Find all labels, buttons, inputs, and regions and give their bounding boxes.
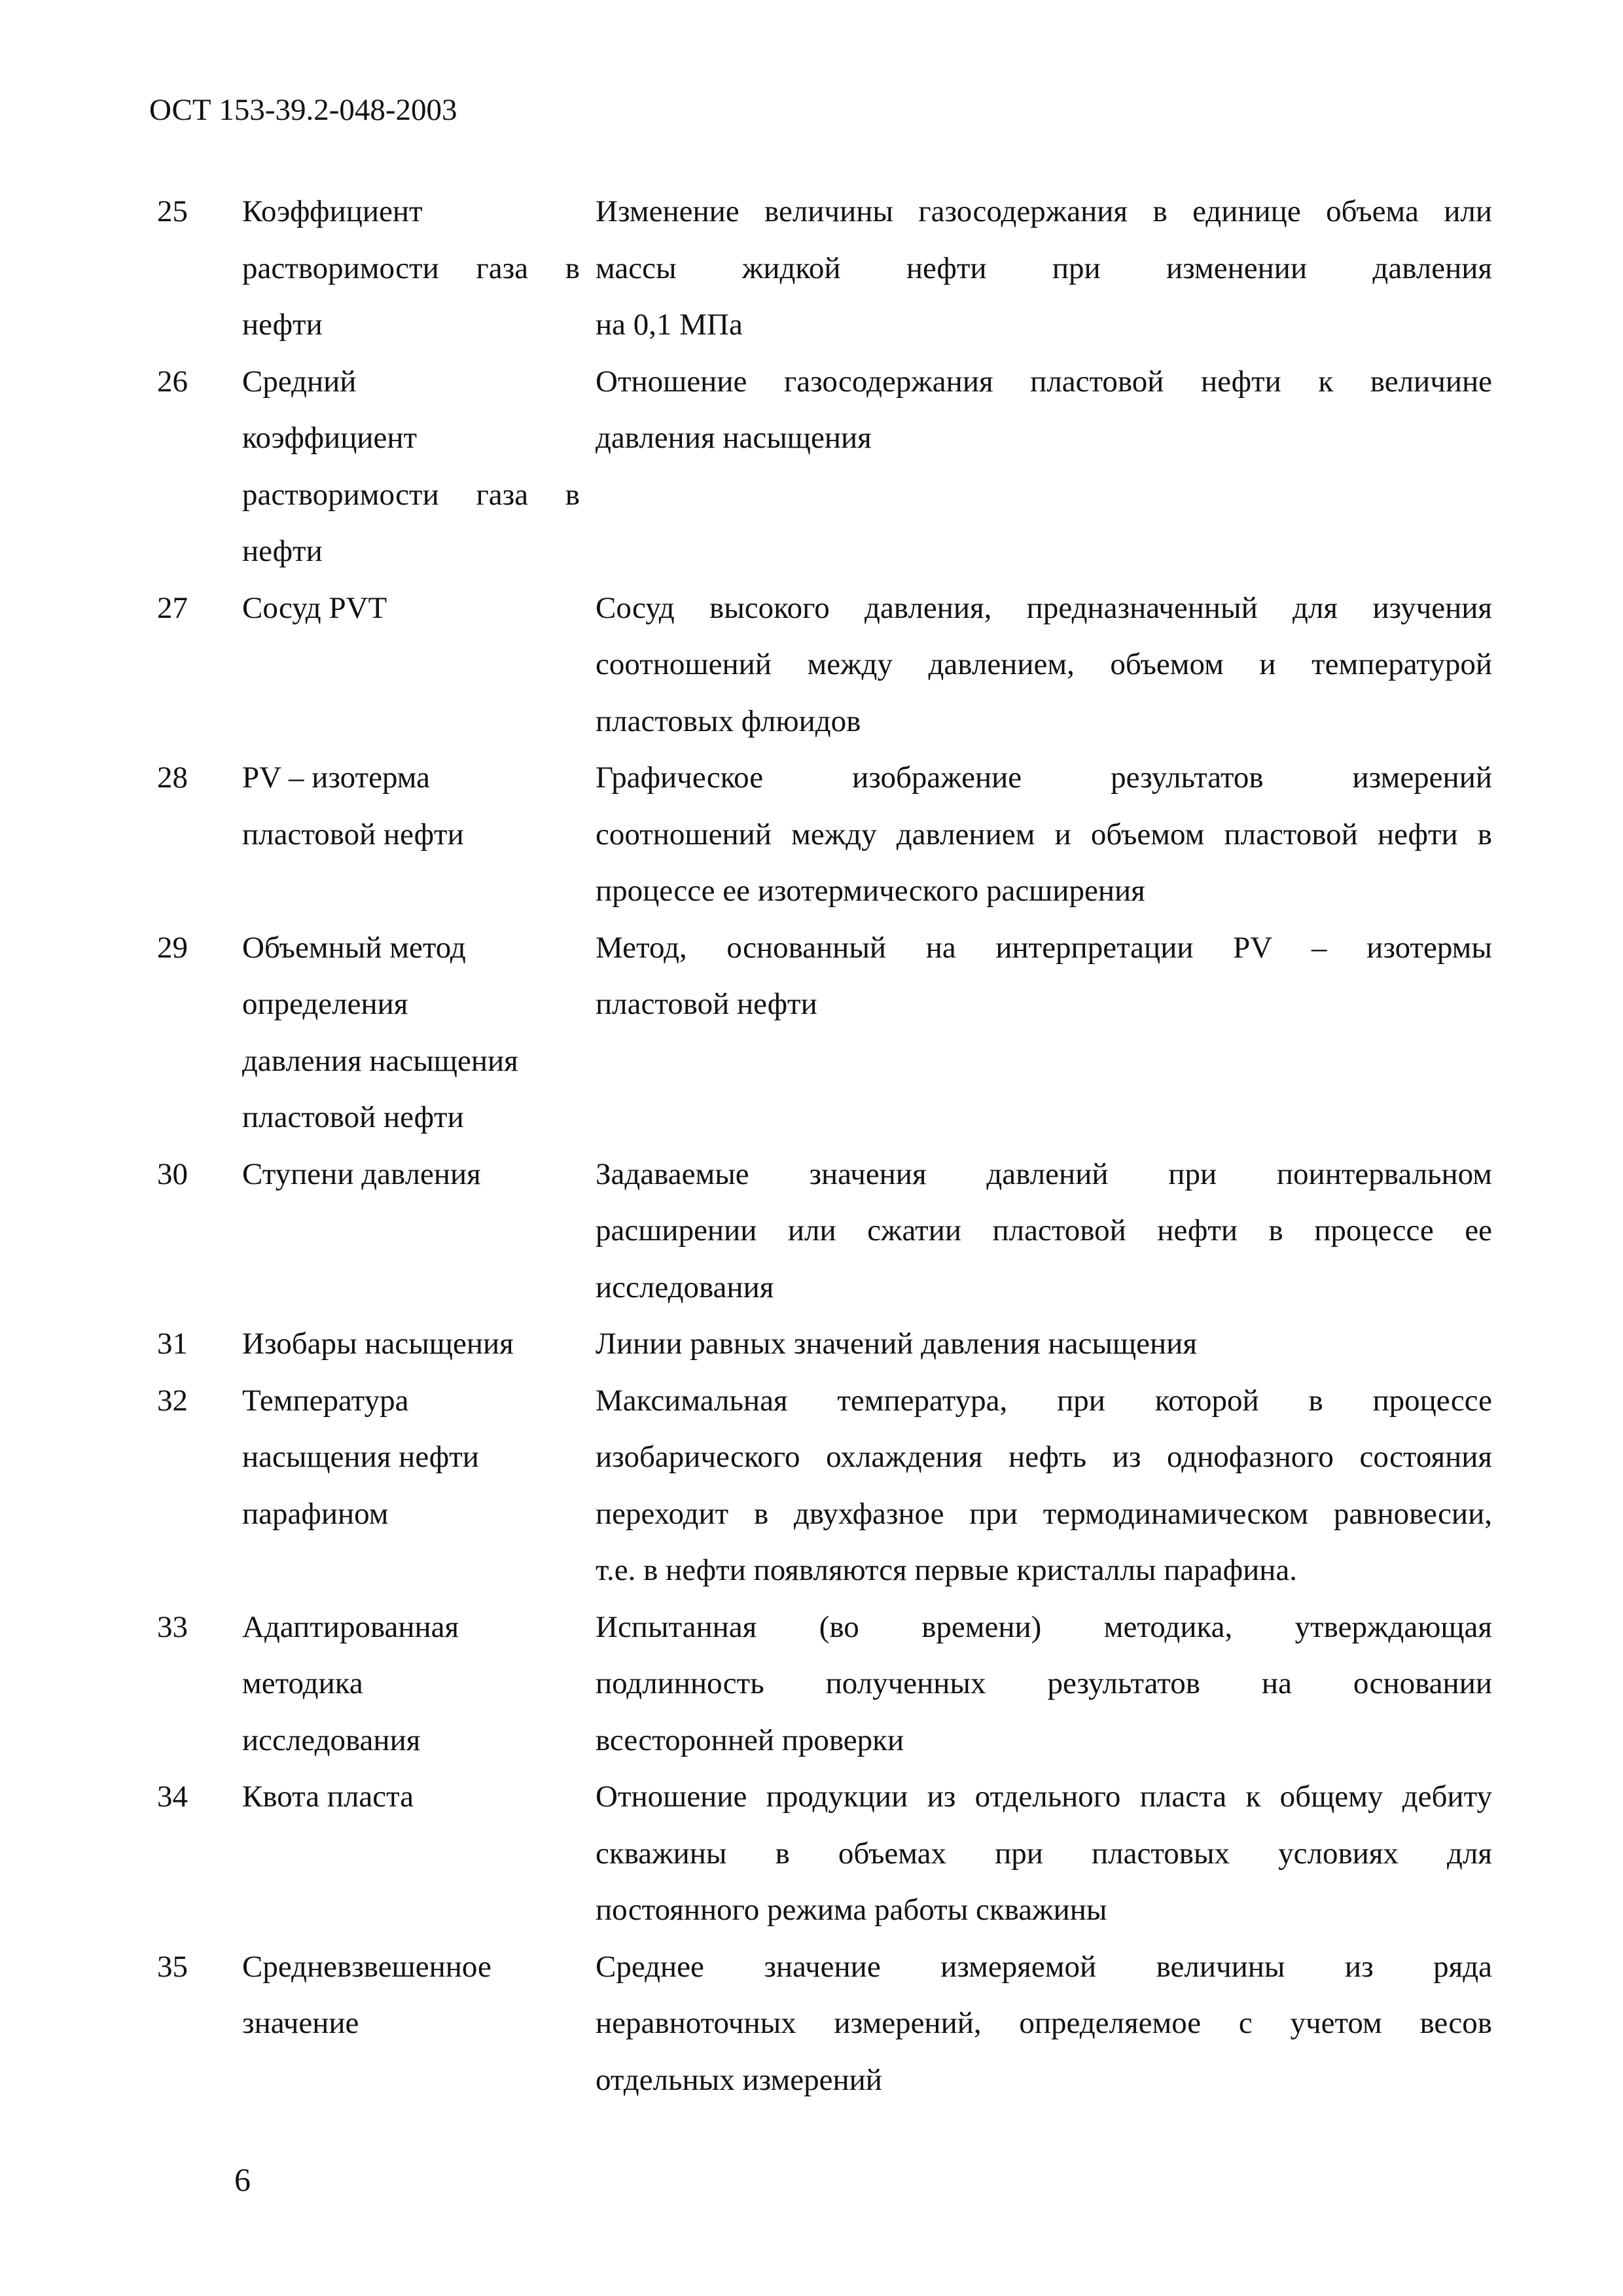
term-definition-line: пластовых флюидов: [596, 704, 861, 738]
term-number: 35: [157, 1949, 188, 1984]
term-number: 30: [157, 1157, 188, 1191]
term-row: [157, 1372, 1492, 1599]
term-definition: [596, 183, 1492, 353]
term-definition-line: переходит в двухфазное при термодинамическом равновесии,: [596, 1496, 1492, 1531]
term-row: [157, 580, 1492, 750]
term-name-line: давления насыщения: [242, 1043, 518, 1078]
term-number: 34: [157, 1780, 188, 1814]
term-name-line: нефти: [242, 534, 323, 568]
term-name-line: насыщения нефти: [242, 1440, 479, 1474]
term-row: [157, 1939, 1492, 2109]
term-definition-line: всесторонней проверки: [596, 1723, 904, 1757]
term-name-line: значение: [242, 2006, 359, 2040]
page-number: 6: [234, 2161, 251, 2198]
term-definition: [596, 1768, 1492, 1939]
term-name-line: растворимости газа в: [242, 251, 580, 285]
term-name: [242, 920, 596, 1146]
term-name: [242, 183, 596, 353]
term-definition-line: отдельных измерений: [596, 2062, 882, 2097]
term-name-line: Объемный метод: [242, 930, 466, 965]
term-name: [242, 580, 596, 750]
term-name-line: определения: [242, 987, 408, 1021]
term-definition-line: Среднее значение измеряемой величины из ряда: [596, 1949, 1492, 1984]
term-definition: [596, 920, 1492, 1146]
term-row: [157, 1316, 1492, 1372]
term-name-line: исследования: [242, 1723, 421, 1757]
term-row: [157, 1768, 1492, 1939]
term-name-line: Температура: [242, 1383, 409, 1418]
term-name-line: Ступени давления: [242, 1157, 481, 1191]
term-row: [157, 920, 1492, 1146]
term-name-line: пластовой нефти: [242, 1100, 464, 1134]
term-name-line: Изобары насыщения: [242, 1327, 514, 1361]
term-number: 25: [157, 194, 188, 228]
term-definition: [596, 749, 1492, 920]
term-number: 28: [157, 761, 188, 795]
term-name: [242, 1768, 596, 1939]
term-definition-line: массы жидкой нефти при изменении давления: [596, 251, 1492, 285]
term-definition-line: изобарического охлаждения нефть из однофазного состояния: [596, 1440, 1492, 1474]
term-name-line: Коэффициент: [242, 194, 423, 228]
term-name-line: Квота пласта: [242, 1780, 414, 1814]
term-definition-line: расширении или сжатии пластовой нефти в процессе ее: [596, 1213, 1492, 1247]
term-name-line: нефти: [242, 308, 323, 342]
term-name-line: Средний: [242, 364, 357, 399]
term-definition-line: Максимальная температура, при которой в процессе: [596, 1383, 1492, 1418]
term-definition-line: подлинность полученных результатов на основании: [596, 1666, 1492, 1700]
term-row: [157, 353, 1492, 580]
term-definition: [596, 1599, 1492, 1769]
term-number: 32: [157, 1383, 188, 1418]
term-definition-line: на 0,1 МПа: [596, 308, 743, 342]
term-name-line: Средневзвешенное: [242, 1949, 491, 1984]
term-definition-line: неравноточных измерений, определяемое с учетом весов: [596, 2006, 1492, 2040]
term-row: [157, 1146, 1492, 1316]
document-code: ОСТ 153-39.2-048-2003: [149, 93, 457, 127]
term-row: [157, 183, 1492, 353]
term-definition-line: скважины в объемах при пластовых условиях для: [596, 1836, 1492, 1871]
terms-list: [157, 183, 1492, 2108]
term-definition: [596, 1372, 1492, 1599]
term-definition: [596, 1316, 1492, 1372]
term-number: 27: [157, 590, 188, 625]
term-name: [242, 1372, 596, 1599]
term-name: [242, 749, 596, 920]
term-definition-line: исследования: [596, 1270, 774, 1304]
term-name-line: растворимости газа в: [242, 477, 580, 512]
term-definition-line: Сосуд высокого давления, предназначенный для изучения: [596, 590, 1492, 625]
term-definition: [596, 580, 1492, 750]
term-name: [242, 1599, 596, 1769]
term-name-line: парафином: [242, 1496, 389, 1531]
term-number: 33: [157, 1609, 188, 1644]
term-definition-line: соотношений между давлением, объемом и температурой: [596, 647, 1492, 681]
term-definition-line: соотношений между давлением и объемом пластовой нефти в: [596, 817, 1492, 852]
term-row: [157, 1599, 1492, 1769]
term-definition: [596, 1939, 1492, 2109]
term-name: [242, 1146, 596, 1316]
term-name: [242, 1939, 596, 2109]
term-name: [242, 353, 596, 580]
term-number: 31: [157, 1327, 188, 1361]
term-definition-line: Метод, основанный на интерпретации PV – изотермы: [596, 930, 1492, 965]
term-definition-line: Задаваемые значения давлений при поинтервальном: [596, 1157, 1492, 1191]
term-definition-line: Отношение продукции из отдельного пласта к общему дебиту: [596, 1780, 1492, 1814]
term-definition-line: Испытанная (во времени) методика, утверждающая: [596, 1609, 1492, 1644]
term-name: [242, 1316, 596, 1372]
term-number: 26: [157, 364, 188, 399]
term-number: 29: [157, 930, 188, 965]
term-definition-line: пластовой нефти: [596, 987, 817, 1021]
term-definition-line: т.е. в нефти появляются первые кристаллы парафина.: [596, 1553, 1298, 1587]
term-row: [157, 749, 1492, 920]
term-name-line: методика: [242, 1666, 363, 1700]
term-definition-line: Отношение газосодержания пластовой нефти к величине: [596, 364, 1492, 399]
term-definition-line: процессе ее изотермического расширения: [596, 874, 1145, 908]
term-name-line: коэффициент: [242, 421, 418, 455]
term-name-line: Адаптированная: [242, 1609, 459, 1644]
term-definition-line: Линии равных значений давления насыщения: [596, 1327, 1197, 1361]
term-definition: [596, 353, 1492, 580]
term-definition-line: постоянного режима работы скважины: [596, 1893, 1107, 1927]
term-definition-line: давления насыщения: [596, 421, 872, 455]
term-name-line: Сосуд PVT: [242, 590, 387, 625]
term-name-line: PV – изотерма: [242, 761, 431, 795]
term-definition-line: Изменение величины газосодержания в единице объема или: [596, 194, 1492, 228]
term-definition: [596, 1146, 1492, 1316]
term-name-line: пластовой нефти: [242, 817, 464, 852]
term-definition-line: Графическое изображение результатов измерений: [596, 761, 1492, 795]
